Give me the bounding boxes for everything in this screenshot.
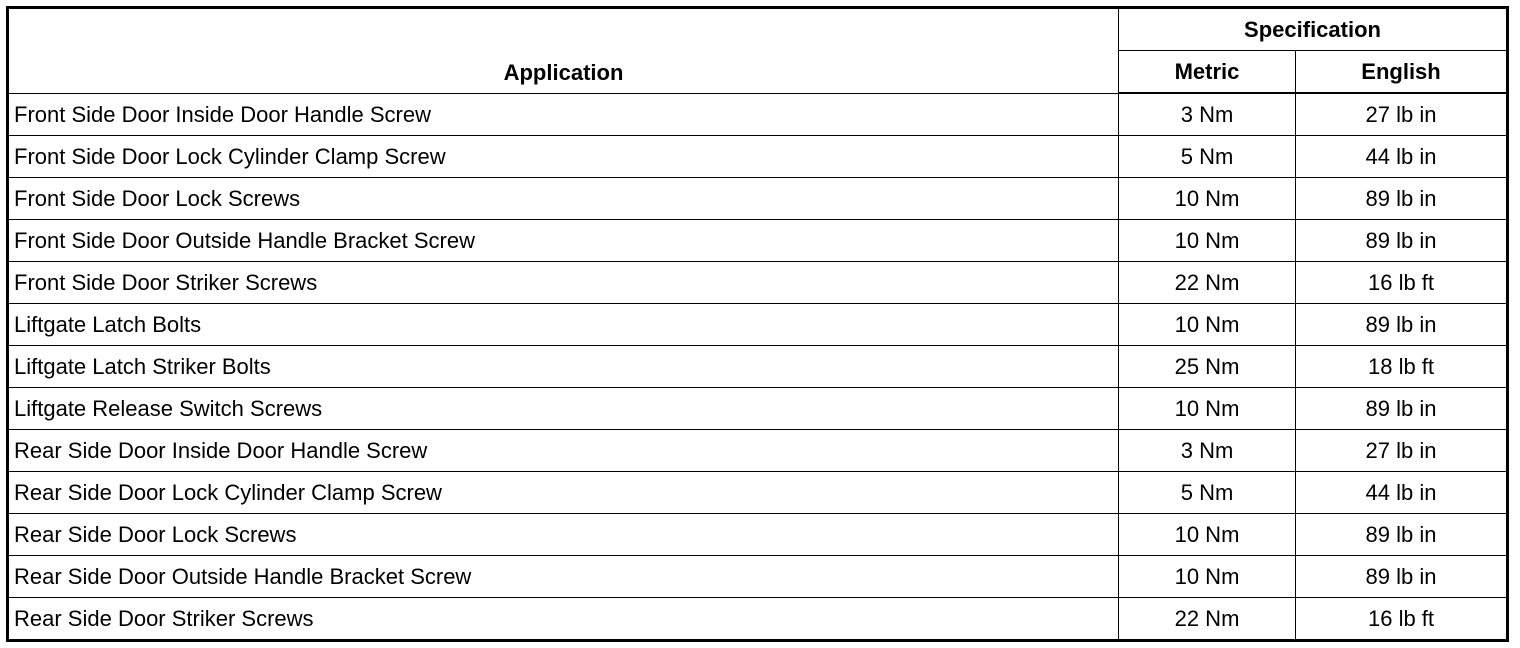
metric-cell: 3 Nm (1119, 93, 1296, 136)
metric-cell: 10 Nm (1119, 220, 1296, 262)
metric-cell: 10 Nm (1119, 514, 1296, 556)
metric-cell: 3 Nm (1119, 430, 1296, 472)
application-cell: Front Side Door Outside Handle Bracket Screw (8, 220, 1119, 262)
table-row (8, 514, 1508, 556)
english-cell: 44 lb in (1296, 136, 1508, 178)
application-header: Application (8, 8, 1119, 94)
metric-cell: 5 Nm (1119, 472, 1296, 514)
english-header: English (1296, 51, 1508, 94)
table-row (8, 93, 1508, 136)
table-body (8, 93, 1508, 641)
application-cell: Rear Side Door Outside Handle Bracket Screw (8, 556, 1119, 598)
specification-header: Specification (1119, 8, 1508, 51)
table-row (8, 136, 1508, 178)
application-cell: Front Side Door Inside Door Handle Screw (8, 93, 1119, 136)
metric-cell: 25 Nm (1119, 346, 1296, 388)
english-cell: 16 lb ft (1296, 262, 1508, 304)
english-cell: 89 lb in (1296, 556, 1508, 598)
table-row (8, 598, 1508, 641)
english-cell: 89 lb in (1296, 304, 1508, 346)
english-cell: 89 lb in (1296, 388, 1508, 430)
application-cell: Rear Side Door Lock Cylinder Clamp Screw (8, 472, 1119, 514)
metric-cell: 10 Nm (1119, 556, 1296, 598)
table-header (8, 8, 1508, 94)
table-row (8, 556, 1508, 598)
metric-cell: 5 Nm (1119, 136, 1296, 178)
table-row (8, 304, 1508, 346)
torque-spec-table (6, 6, 1509, 642)
application-cell: Front Side Door Lock Cylinder Clamp Screw (8, 136, 1119, 178)
metric-cell: 10 Nm (1119, 304, 1296, 346)
metric-cell: 10 Nm (1119, 178, 1296, 220)
table-row (8, 262, 1508, 304)
table-row (8, 388, 1508, 430)
english-cell: 16 lb ft (1296, 598, 1508, 641)
english-cell: 18 lb ft (1296, 346, 1508, 388)
english-cell: 89 lb in (1296, 220, 1508, 262)
table-row (8, 178, 1508, 220)
english-cell: 89 lb in (1296, 178, 1508, 220)
english-cell: 27 lb in (1296, 93, 1508, 136)
header-row-1 (8, 8, 1508, 51)
application-cell: Liftgate Release Switch Screws (8, 388, 1119, 430)
english-cell: 27 lb in (1296, 430, 1508, 472)
application-cell: Rear Side Door Inside Door Handle Screw (8, 430, 1119, 472)
metric-cell: 22 Nm (1119, 598, 1296, 641)
english-cell: 44 lb in (1296, 472, 1508, 514)
table-row (8, 346, 1508, 388)
application-cell: Rear Side Door Striker Screws (8, 598, 1119, 641)
application-cell: Liftgate Latch Striker Bolts (8, 346, 1119, 388)
metric-cell: 22 Nm (1119, 262, 1296, 304)
metric-cell: 10 Nm (1119, 388, 1296, 430)
table-row (8, 430, 1508, 472)
english-cell: 89 lb in (1296, 514, 1508, 556)
application-cell: Front Side Door Striker Screws (8, 262, 1119, 304)
application-cell: Liftgate Latch Bolts (8, 304, 1119, 346)
application-cell: Front Side Door Lock Screws (8, 178, 1119, 220)
table-row (8, 220, 1508, 262)
metric-header: Metric (1119, 51, 1296, 94)
application-cell: Rear Side Door Lock Screws (8, 514, 1119, 556)
table-row (8, 472, 1508, 514)
